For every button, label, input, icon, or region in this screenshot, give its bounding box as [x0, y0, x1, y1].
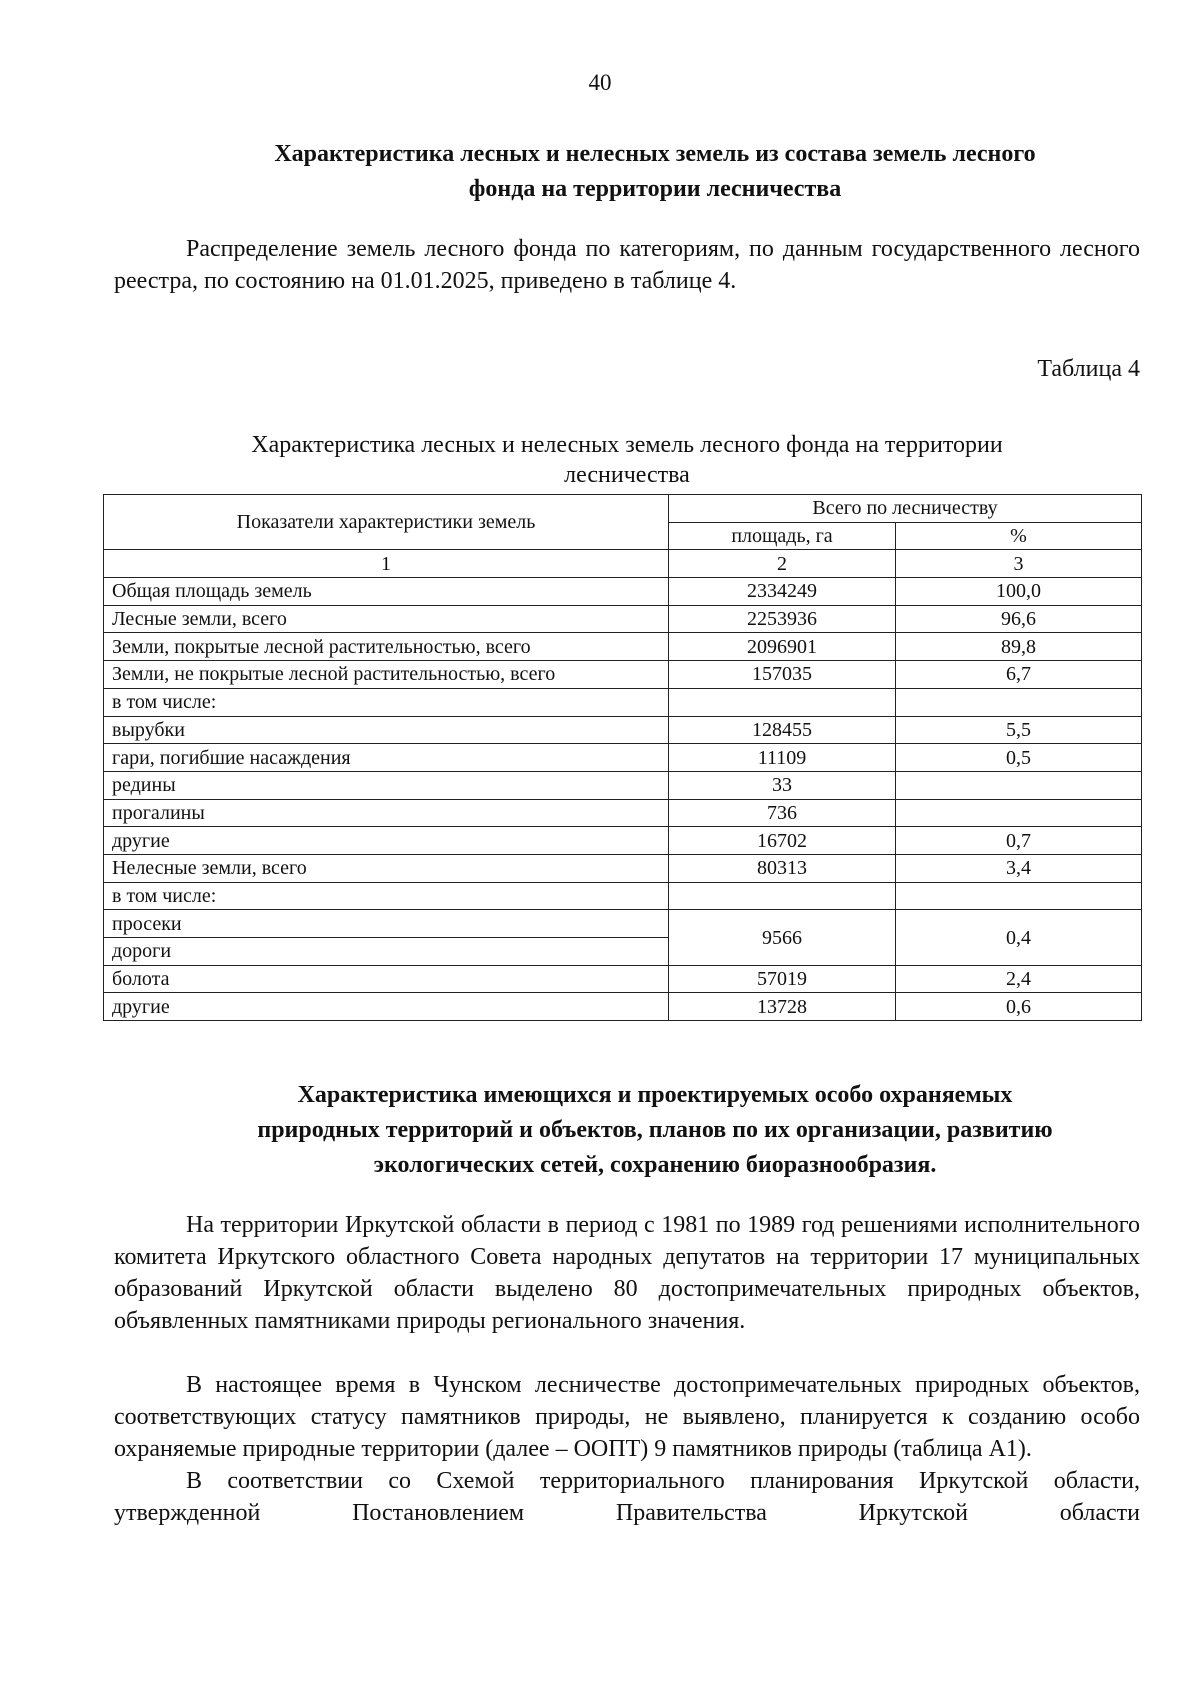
row-name: вырубки: [104, 716, 669, 744]
heading-line: Характеристика имеющихся и проектируемых особо охраняемых: [297, 1082, 1013, 1108]
row-name: Общая площадь земель: [104, 578, 669, 606]
table-label: Таблица 4: [1037, 356, 1140, 382]
row-area: 16702: [669, 827, 896, 855]
heading-line: фонда на территории лесничества: [468, 176, 842, 202]
caption-line: лесничества: [564, 462, 690, 488]
row-name: болота: [104, 965, 669, 993]
row-area: 157035: [669, 661, 896, 689]
column-number: 2: [669, 550, 896, 578]
row-percent: [896, 771, 1142, 799]
row-name: в том числе:: [104, 882, 669, 910]
intro-paragraph: [114, 233, 1140, 297]
header-percent: %: [896, 522, 1142, 550]
row-name: просеки: [104, 910, 669, 938]
section-heading-land-characteristics: [150, 137, 1160, 207]
table-row: [104, 799, 1142, 827]
heading-line: природных территорий и объектов, планов по их организации, развитию: [257, 1117, 1053, 1143]
row-area: 13728: [669, 993, 896, 1021]
caption-line: Характеристика лесных и нелесных земель лесного фонда на территории: [251, 432, 1003, 458]
row-percent: 6,7: [896, 661, 1142, 689]
land-characteristics-table: [103, 494, 1142, 1021]
paragraph-text: Распределение земель лесного фонда по категориям, по данным государственного лесного реестра, по состоянию на 01.01.2025, приведено в таблице 4.: [114, 236, 1140, 294]
paragraph-text: В настоящее время в Чунском лесничестве достопримечательных природных объектов, соответствующих статусу памятников природы, не выявлено, планируется к созданию особо охраняемые природные территории (далее – ООПТ) 9 памятников природы (таблица А1).: [114, 1372, 1140, 1462]
row-name: прогалины: [104, 799, 669, 827]
row-name: другие: [104, 993, 669, 1021]
paragraph-text: На территории Иркутской области в период с 1981 по 1989 год решениями исполнительного комитета Иркутского областного Совета народных депутатов на территории 17 муниципальных образований Иркутской области выделено 80 достопримечательных природных объектов, объявленных памятниками природы регионального значения.: [114, 1212, 1140, 1334]
table-row: [104, 661, 1142, 689]
row-percent: [896, 799, 1142, 827]
row-name: Земли, не покрытые лесной растительностью, всего: [104, 661, 669, 689]
header-indicators: Показатели характеристики земель: [104, 495, 669, 550]
row-percent: 0,6: [896, 993, 1142, 1021]
paragraph-text: В соответствии со Схемой территориального планирования Иркутской области, утвержденной Постановлением Правительства Иркутской области: [114, 1468, 1140, 1526]
table-row: [104, 882, 1142, 910]
body-paragraph: [114, 1369, 1140, 1465]
row-name: другие: [104, 827, 669, 855]
row-area: [669, 882, 896, 910]
table-row: [104, 771, 1142, 799]
row-name: Земли, покрытые лесной растительностью, всего: [104, 633, 669, 661]
row-percent: 2,4: [896, 965, 1142, 993]
row-area: 80313: [669, 854, 896, 882]
table-row: [104, 744, 1142, 772]
row-percent: 89,8: [896, 633, 1142, 661]
column-number: 3: [896, 550, 1142, 578]
row-percent: 0,4: [896, 910, 1142, 965]
row-percent: 3,4: [896, 854, 1142, 882]
table-row: [104, 578, 1142, 606]
row-percent: 96,6: [896, 605, 1142, 633]
table-row: [104, 605, 1142, 633]
row-percent: 0,5: [896, 744, 1142, 772]
row-area: 33: [669, 771, 896, 799]
row-name: Нелесные земли, всего: [104, 854, 669, 882]
header-total: Всего по лесничеству: [669, 495, 1142, 523]
table-row: [104, 716, 1142, 744]
table-row: [104, 827, 1142, 855]
row-area: 11109: [669, 744, 896, 772]
page-number: 40: [588, 70, 612, 95]
body-paragraph: [114, 1465, 1140, 1529]
row-name: Лесные земли, всего: [104, 605, 669, 633]
table-row: [104, 965, 1142, 993]
table-row: [104, 910, 1142, 938]
row-area: 128455: [669, 716, 896, 744]
table-row: [104, 633, 1142, 661]
row-area: 9566: [669, 910, 896, 965]
heading-line: экологических сетей, сохранению биоразнообразия.: [373, 1152, 937, 1178]
table-caption: [114, 430, 1140, 490]
row-area: 736: [669, 799, 896, 827]
section-heading-protected-areas: [150, 1078, 1160, 1183]
row-percent: 100,0: [896, 578, 1142, 606]
row-area: 2334249: [669, 578, 896, 606]
row-percent: 5,5: [896, 716, 1142, 744]
row-area: [669, 688, 896, 716]
table-row: [104, 993, 1142, 1021]
row-area: 2253936: [669, 605, 896, 633]
header-area: площадь, га: [669, 522, 896, 550]
table-row: [104, 688, 1142, 716]
table-row: [104, 854, 1142, 882]
row-percent: 0,7: [896, 827, 1142, 855]
row-area: 2096901: [669, 633, 896, 661]
body-paragraph: [114, 1209, 1140, 1337]
row-percent: [896, 882, 1142, 910]
row-name: гари, погибшие насаждения: [104, 744, 669, 772]
row-name: дороги: [104, 938, 669, 966]
row-name: в том числе:: [104, 688, 669, 716]
row-name: редины: [104, 771, 669, 799]
row-area: 57019: [669, 965, 896, 993]
column-number: 1: [104, 550, 669, 578]
row-percent: [896, 688, 1142, 716]
heading-line: Характеристика лесных и нелесных земель из состава земель лесного: [274, 141, 1036, 167]
